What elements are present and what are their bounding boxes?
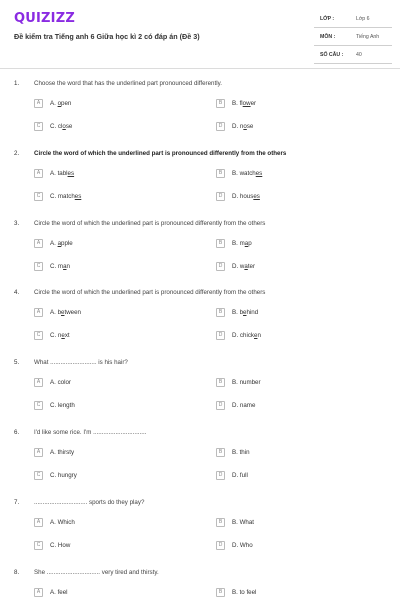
underlined-part: o <box>243 123 247 130</box>
meta-key: SỐ CÂU : <box>320 52 344 58</box>
underlined-part: es <box>253 193 260 200</box>
question-number: 3. <box>14 220 20 227</box>
quizizz-logo: QUIZIZZ <box>14 11 75 26</box>
option-text: C. length <box>50 402 75 409</box>
question-text: ............................... sports do they play? <box>34 499 145 506</box>
option-text: A. thirsty <box>50 449 75 456</box>
question-number: 6. <box>14 429 20 436</box>
question-text: She ............................... very tired and thirsty. <box>34 569 159 576</box>
underlined-part: es <box>74 193 82 200</box>
underlined-part: es <box>67 170 75 177</box>
option-letter-box[interactable]: A <box>34 169 43 178</box>
option-letter-box[interactable]: D <box>216 471 225 480</box>
option-text: A. apple <box>50 240 73 247</box>
underlined-part: a <box>244 263 248 270</box>
option-text: C. hungry <box>50 472 77 479</box>
underlined-part: o <box>57 100 62 107</box>
meta-value: Lớp 6 <box>356 16 370 22</box>
option-text: A. tables <box>50 170 75 177</box>
option-text: B. What <box>232 519 255 526</box>
underlined-part: es <box>255 170 263 177</box>
question-text: Circle the word of which the underlined part is pronounced differently from the others <box>34 220 266 227</box>
meta-row-class <box>314 10 392 28</box>
option-text: D. Who <box>232 542 253 549</box>
option-text: D. full <box>232 472 248 479</box>
option-letter-box[interactable]: B <box>216 588 225 597</box>
option-letter-box[interactable]: C <box>34 401 43 410</box>
document-header <box>0 0 400 70</box>
option-letter-box[interactable]: C <box>34 331 43 340</box>
option-text: B. to feel <box>232 589 257 596</box>
option-letter-box[interactable]: A <box>34 308 43 317</box>
option-letter-box[interactable]: A <box>34 99 43 108</box>
question-text: What ........................... is his hair? <box>34 359 128 366</box>
meta-row-subject <box>314 28 392 46</box>
option-letter-box[interactable]: B <box>216 169 225 178</box>
underlined-part: ow <box>242 100 251 107</box>
underlined-part: e <box>61 332 65 339</box>
option-letter-box[interactable]: D <box>216 541 225 550</box>
option-text: B. behind <box>232 309 259 316</box>
underlined-part: a <box>63 263 67 270</box>
underlined-part: o <box>62 123 66 130</box>
option-text: B. map <box>232 240 252 247</box>
option-text: C. next <box>50 332 70 339</box>
option-letter-box[interactable]: A <box>34 239 43 248</box>
question-number: 5. <box>14 359 20 366</box>
option-text: C. matches <box>50 193 82 200</box>
option-text: C. close <box>50 123 73 130</box>
option-text: A. feel <box>50 589 68 596</box>
option-letter-box[interactable]: A <box>34 378 43 387</box>
option-letter-box[interactable]: D <box>216 192 225 201</box>
option-letter-box[interactable]: B <box>216 239 225 248</box>
underlined-part: e <box>243 309 247 316</box>
question-number: 2. <box>14 150 20 157</box>
option-text: A. between <box>50 309 81 316</box>
option-letter-box[interactable]: D <box>216 401 225 410</box>
meta-table <box>314 10 392 64</box>
option-letter-box[interactable]: A <box>34 448 43 457</box>
meta-value: Tiếng Anh <box>356 34 380 40</box>
option-letter-box[interactable]: C <box>34 541 43 550</box>
option-text: A. open <box>50 100 72 107</box>
option-letter-box[interactable]: B <box>216 308 225 317</box>
question-text: Circle the word of which the underlined part is pronounced differently from the others <box>34 289 266 296</box>
page-title: Đề kiểm tra Tiếng anh 6 Giữa học kì 2 có đáp án (Đề 3) <box>14 32 200 41</box>
option-text: B. flower <box>232 100 257 107</box>
header-divider <box>0 68 400 69</box>
option-text: C. How <box>50 542 71 549</box>
meta-key: MÔN : <box>320 34 336 40</box>
question-text: I'd like some rice. I'm ............................... <box>34 429 147 436</box>
option-text: D. houses <box>232 193 260 200</box>
question-number: 4. <box>14 289 20 296</box>
option-text: D. nose <box>232 123 254 130</box>
option-text: C. man <box>50 263 70 270</box>
question-number: 8. <box>14 569 20 576</box>
option-text: D. name <box>232 402 256 409</box>
option-text: A. color <box>50 379 71 386</box>
option-text: D. chicken <box>232 332 261 339</box>
underlined-part: e <box>61 309 65 316</box>
meta-row-count <box>314 46 392 64</box>
option-text: A. Which <box>50 519 75 526</box>
option-letter-box[interactable]: A <box>34 588 43 597</box>
option-letter-box[interactable]: D <box>216 331 225 340</box>
option-letter-box[interactable]: B <box>216 518 225 527</box>
option-letter-box[interactable]: C <box>34 192 43 201</box>
option-text: B. watches <box>232 170 263 177</box>
question-text: Choose the word that has the underlined part pronounced differently. <box>34 80 222 87</box>
question-number: 1. <box>14 80 20 87</box>
option-letter-box[interactable]: D <box>216 122 225 131</box>
option-text: D. water <box>232 263 256 270</box>
meta-value: 40 <box>356 52 362 58</box>
option-letter-box[interactable]: C <box>34 122 43 131</box>
option-letter-box[interactable]: D <box>216 262 225 271</box>
option-letter-box[interactable]: C <box>34 262 43 271</box>
option-text: B. number <box>232 379 261 386</box>
option-letter-box[interactable]: B <box>216 448 225 457</box>
underlined-part: a <box>244 240 249 247</box>
question-text: Circle the word of which the underlined part is pronounced differently from the others <box>34 150 287 157</box>
option-text: B. thin <box>232 449 250 456</box>
underlined-part: e <box>254 332 258 339</box>
option-letter-box[interactable]: B <box>216 378 225 387</box>
meta-key: LỚP : <box>320 16 335 22</box>
option-letter-box[interactable]: A <box>34 518 43 527</box>
option-letter-box[interactable]: C <box>34 471 43 480</box>
question-number: 7. <box>14 499 20 506</box>
option-letter-box[interactable]: B <box>216 99 225 108</box>
underlined-part: a <box>57 240 62 247</box>
